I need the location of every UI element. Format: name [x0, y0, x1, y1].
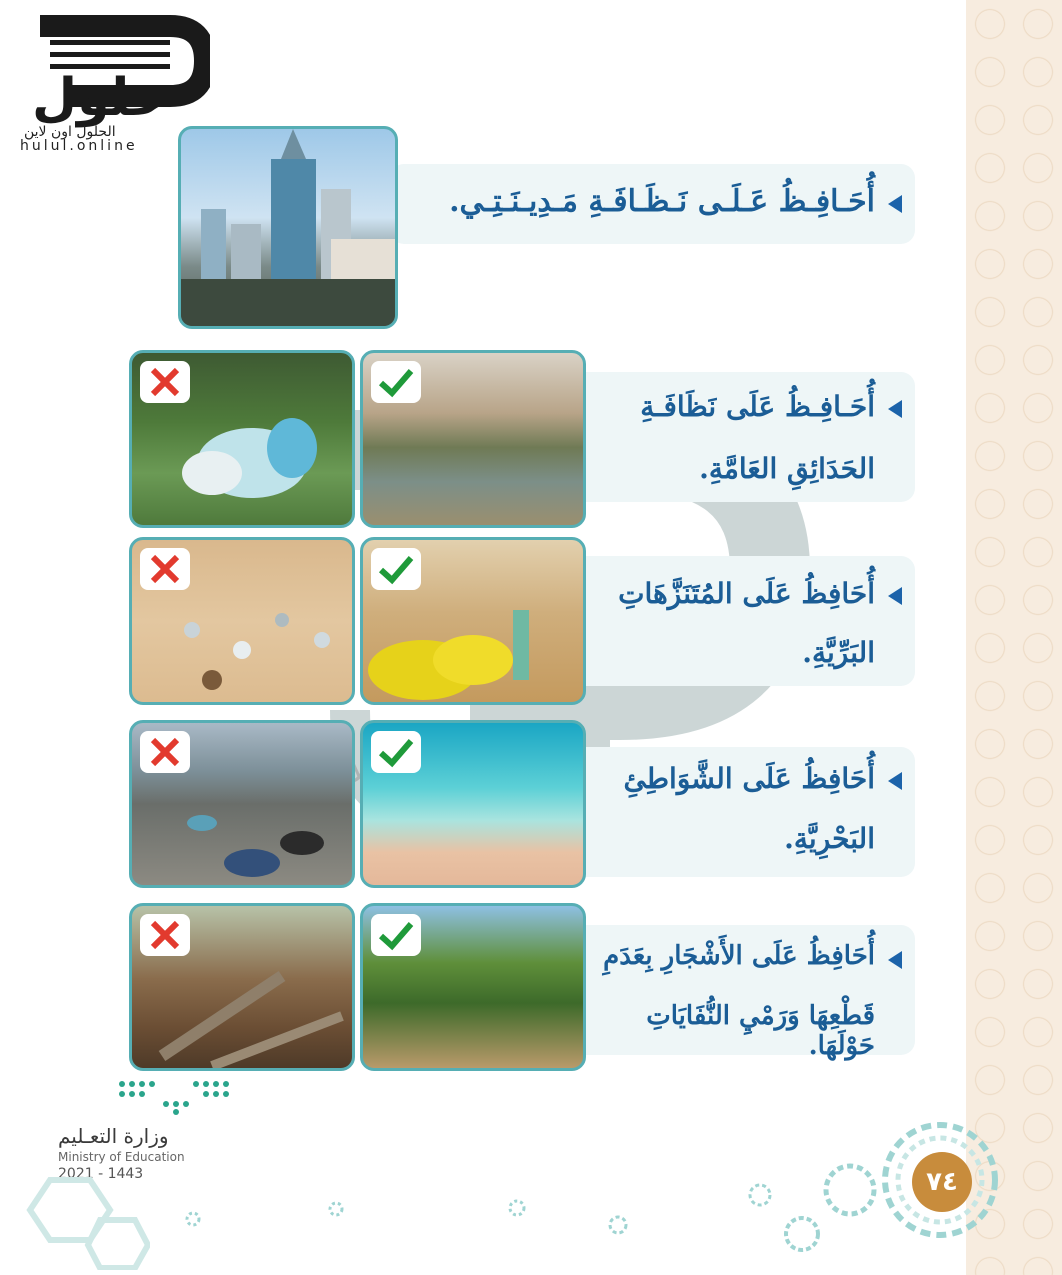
ministry-logo-icon — [116, 1078, 236, 1118]
ministry-english: Ministry of Education — [58, 1150, 185, 1164]
beach-litter-photo — [129, 720, 355, 888]
geometric-pattern-icon — [20, 1150, 150, 1270]
row-4-line-1: أُحَافِظُ عَلَى الشَّوَاطِئِ — [623, 762, 875, 795]
logo-latin: hulul.online — [20, 138, 138, 154]
flower-ornament-icon — [745, 1180, 775, 1210]
row-5-line-1: أُحَافِظُ عَلَى الأَشْجَارِ بِعَدَمِ — [603, 941, 875, 971]
flower-ornament-icon — [820, 1160, 880, 1220]
row-3-line-1: أُحَافِظُ عَلَى المُتَنَزَّهَاتِ — [618, 577, 875, 610]
garden-clean-photo — [360, 350, 586, 528]
check-icon — [371, 548, 421, 590]
garden-litter-photo — [129, 350, 355, 528]
flower-ornament-icon — [605, 1212, 631, 1238]
cross-icon — [140, 361, 190, 403]
logo-arabic: حلول — [32, 68, 169, 128]
ministry-arabic: وزارة التعـليم — [58, 1124, 169, 1148]
cross-icon — [140, 548, 190, 590]
row-5-line-2: قَطْعِهَا وَرَمْيِ النُّفَايَاتِ حَوْلَهَا. — [646, 1001, 875, 1061]
flower-ornament-icon — [325, 1198, 347, 1220]
city-photo — [178, 126, 398, 329]
bullet-triangle-icon — [888, 400, 902, 418]
row-2-line-2: الحَدَائِقِ العَامَّةِ. — [699, 452, 875, 485]
cut-trees-photo — [129, 903, 355, 1071]
check-icon — [371, 731, 421, 773]
check-icon — [371, 914, 421, 956]
desert-litter-photo — [129, 537, 355, 705]
row-3-line-2: البَرِّيَّةِ. — [802, 636, 875, 669]
logo-sub-arabic: الحلول اون لاين — [24, 124, 116, 140]
bullet-triangle-icon — [888, 951, 902, 969]
cross-icon — [140, 731, 190, 773]
beach-clean-photo — [360, 720, 586, 888]
bullet-triangle-icon — [888, 587, 902, 605]
bullet-triangle-icon — [888, 772, 902, 790]
flower-ornament-icon — [780, 1212, 824, 1256]
row-1-text: أُحَـافِـظُ عَـلَـى نَـظَـافَـةِ مَـدِيـنَـتِـي. — [449, 184, 875, 219]
bullet-triangle-icon — [888, 195, 902, 213]
row-2-line-1: أُحَـافِـظُ عَلَى نَظَافَـةِ — [640, 390, 875, 423]
cross-icon — [140, 914, 190, 956]
page-number: ٧٤ — [912, 1152, 972, 1212]
flower-ornament-icon — [182, 1208, 204, 1230]
check-icon — [371, 361, 421, 403]
row-4-line-2: البَحْرِيَّةِ. — [784, 822, 875, 855]
palm-trees-photo — [360, 903, 586, 1071]
flower-ornament-icon — [505, 1196, 529, 1220]
desert-clean-photo — [360, 537, 586, 705]
side-pattern — [966, 0, 1062, 1275]
edition-year: 2021 - 1443 — [58, 1166, 144, 1182]
